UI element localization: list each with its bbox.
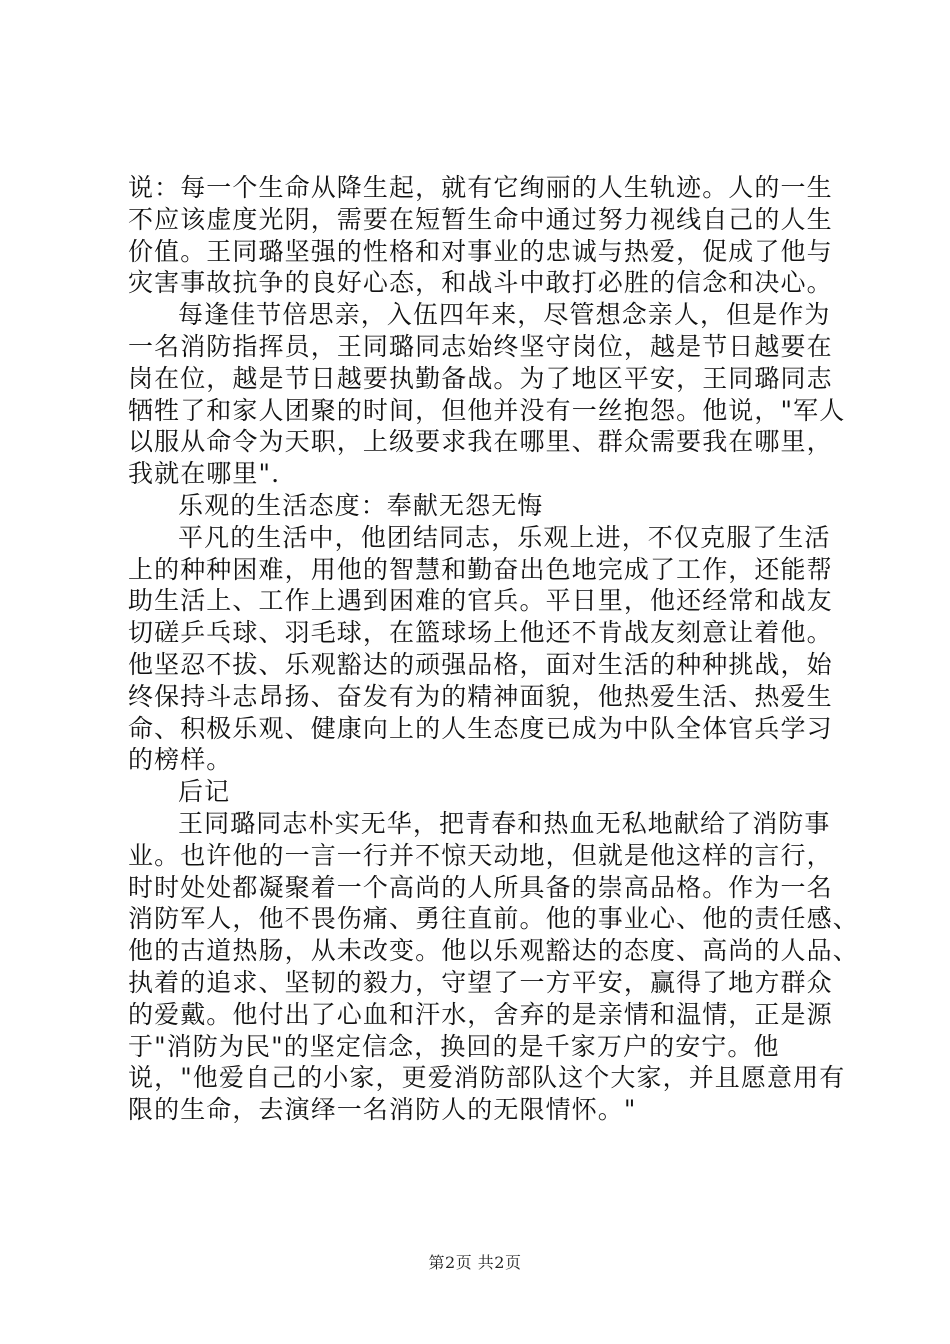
text-line: 他的古道热肠，从未改变。他以乐观豁达的态度、高尚的人品、: [128, 936, 859, 966]
text-line: 不应该虚度光阴，需要在短暂生命中通过努力视线自己的人生: [128, 204, 833, 234]
text-line: 的榜样。: [128, 745, 233, 775]
text-line: 限的生命，去演绎一名消防人的无限情怀。": [128, 1095, 637, 1125]
text-line: 牺牲了和家人团聚的时间，但他并没有一丝抱怨。他说，"军人: [128, 395, 846, 425]
text-line: 终保持斗志昂扬、奋发有为的精神面貌，他热爱生活、热爱生: [128, 681, 833, 711]
text-line: 消防军人，他不畏伤痛、勇往直前。他的事业心、他的责任感、: [128, 904, 859, 934]
page-footer: 第2页 共2页: [428, 1253, 522, 1272]
text-line: 上的种种困难，用他的智慧和勤奋出色地完成了工作，还能帮: [128, 554, 833, 584]
text-line: 王同璐同志朴实无华，把青春和热血无私地献给了消防事: [178, 808, 831, 838]
text-line: 平凡的生活中，他团结同志，乐观上进，不仅克服了生活: [178, 522, 831, 552]
text-line: 说：每一个生命从降生起，就有它绚丽的人生轨迹。人的一生: [128, 173, 833, 202]
section-heading: 乐观的生活态度：奉献无怨无悔: [178, 490, 544, 520]
text-line: 命、积极乐观、健康向上的人生态度已成为中队全体官兵学习: [128, 713, 833, 743]
section-heading: 后记: [178, 777, 231, 807]
text-line: 时时处处都凝聚着一个高尚的人所具备的崇高品格。作为一名: [128, 872, 833, 902]
text-line: 他坚忍不拔、乐观豁达的顽强品格，面对生活的种种挑战，始: [128, 649, 833, 679]
text-line: 业。也许他的一言一行并不惊天动地，但就是他这样的言行，: [128, 840, 833, 870]
text-line: 切磋乒乓球、羽毛球，在篮球场上他还不肯战友刻意让着他。: [128, 618, 833, 648]
text-line: 岗在位，越是节日越要执勤备战。为了地区平安，王同璐同志: [128, 363, 833, 393]
text-line: 价值。王同璐坚强的性格和对事业的忠诚与热爱，促成了他与: [128, 236, 833, 266]
text-line: 灾害事故抗争的良好心态，和战斗中敢打必胜的信念和决心。: [128, 268, 833, 298]
text-line: 于"消防为民"的坚定信念，换回的是千家万户的安宁。他: [128, 1031, 780, 1061]
text-line: 执着的追求、坚韧的毅力，守望了一方平安，赢得了地方群众: [128, 967, 833, 997]
text-line: 每逢佳节倍思亲，入伍四年来，尽管想念亲人，但是作为: [178, 300, 831, 330]
text-line: 的爱戴。他付出了心血和汗水，舍弃的是亲情和温情，正是源: [128, 999, 833, 1029]
text-line: 助生活上、工作上遇到困难的官兵。平日里，他还经常和战友: [128, 586, 833, 616]
text-line: 一名消防指挥员，王同璐同志始终坚守岗位，越是节日越要在: [128, 331, 833, 361]
text-line: 以服从命令为天职，上级要求我在哪里、群众需要我在哪里，: [128, 427, 833, 457]
body-text: [128, 172, 859, 1126]
text-line: 说，"他爱自己的小家，更爱消防部队这个大家，并且愿意用有: [128, 1063, 846, 1093]
text-line: 我就在哪里".: [128, 459, 281, 489]
